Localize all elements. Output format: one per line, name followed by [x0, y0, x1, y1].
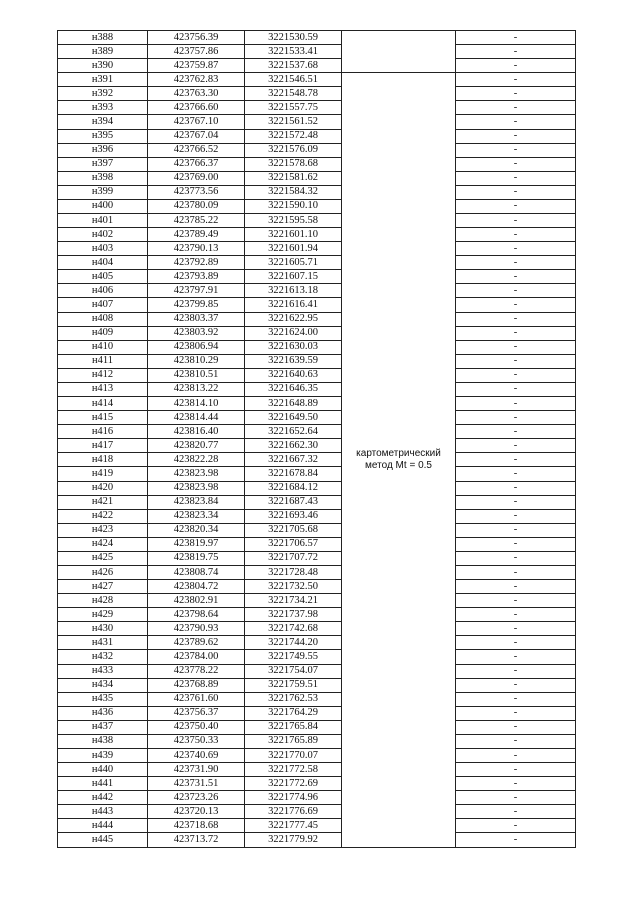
- accuracy-cell: -: [456, 368, 576, 382]
- y-coordinate-cell: 3221705.68: [245, 523, 342, 537]
- x-coordinate-cell: 423750.33: [148, 734, 245, 748]
- point-id-cell: н434: [58, 678, 148, 692]
- x-coordinate-cell: 423761.60: [148, 692, 245, 706]
- y-coordinate-cell: 3221584.32: [245, 185, 342, 199]
- y-coordinate-cell: 3221581.62: [245, 171, 342, 185]
- accuracy-cell: -: [456, 777, 576, 791]
- x-coordinate-cell: 423814.44: [148, 411, 245, 425]
- y-coordinate-cell: 3221533.41: [245, 45, 342, 59]
- point-id-cell: н438: [58, 734, 148, 748]
- point-id-cell: н404: [58, 256, 148, 270]
- x-coordinate-cell: 423819.97: [148, 537, 245, 551]
- point-id-cell: н415: [58, 411, 148, 425]
- table-row: [58, 214, 576, 228]
- point-id-cell: н431: [58, 636, 148, 650]
- x-coordinate-cell: 423766.52: [148, 143, 245, 157]
- point-id-cell: н430: [58, 622, 148, 636]
- accuracy-cell: -: [456, 425, 576, 439]
- x-coordinate-cell: 423757.86: [148, 45, 245, 59]
- table-row: [58, 270, 576, 284]
- x-coordinate-cell: 423740.69: [148, 748, 245, 762]
- table-row: [58, 763, 576, 777]
- accuracy-cell: -: [456, 157, 576, 171]
- point-id-cell: н389: [58, 45, 148, 59]
- y-coordinate-cell: 3221537.68: [245, 59, 342, 73]
- x-coordinate-cell: 423803.92: [148, 326, 245, 340]
- point-id-cell: н401: [58, 214, 148, 228]
- x-coordinate-cell: 423785.22: [148, 214, 245, 228]
- x-coordinate-cell: 423790.93: [148, 622, 245, 636]
- point-id-cell: н441: [58, 777, 148, 791]
- table-row: [58, 101, 576, 115]
- y-coordinate-cell: 3221646.35: [245, 382, 342, 396]
- x-coordinate-cell: 423820.34: [148, 523, 245, 537]
- accuracy-cell: -: [456, 523, 576, 537]
- y-coordinate-cell: 3221578.68: [245, 157, 342, 171]
- table-row: [58, 453, 576, 467]
- y-coordinate-cell: 3221765.84: [245, 720, 342, 734]
- accuracy-cell: -: [456, 143, 576, 157]
- table-row: [58, 425, 576, 439]
- table-row: [58, 481, 576, 495]
- accuracy-cell: -: [456, 59, 576, 73]
- x-coordinate-cell: 423723.26: [148, 791, 245, 805]
- x-coordinate-cell: 423823.84: [148, 495, 245, 509]
- x-coordinate-cell: 423797.91: [148, 284, 245, 298]
- accuracy-cell: -: [456, 650, 576, 664]
- y-coordinate-cell: 3221662.30: [245, 439, 342, 453]
- y-coordinate-cell: 3221742.68: [245, 622, 342, 636]
- y-coordinate-cell: 3221622.95: [245, 312, 342, 326]
- x-coordinate-cell: 423793.89: [148, 270, 245, 284]
- point-id-cell: н424: [58, 537, 148, 551]
- y-coordinate-cell: 3221546.51: [245, 73, 342, 87]
- x-coordinate-cell: 423823.34: [148, 509, 245, 523]
- accuracy-cell: -: [456, 734, 576, 748]
- point-id-cell: н419: [58, 467, 148, 481]
- accuracy-cell: -: [456, 185, 576, 199]
- point-id-cell: н432: [58, 650, 148, 664]
- table-row: [58, 692, 576, 706]
- y-coordinate-cell: 3221764.29: [245, 706, 342, 720]
- point-id-cell: н394: [58, 115, 148, 129]
- accuracy-cell: -: [456, 467, 576, 481]
- point-id-cell: н407: [58, 298, 148, 312]
- point-id-cell: н402: [58, 228, 148, 242]
- x-coordinate-cell: 423766.60: [148, 101, 245, 115]
- table-row: [58, 397, 576, 411]
- accuracy-cell: -: [456, 565, 576, 579]
- x-coordinate-cell: 423773.56: [148, 185, 245, 199]
- table-row: [58, 298, 576, 312]
- x-coordinate-cell: 423784.00: [148, 650, 245, 664]
- table-row: [58, 242, 576, 256]
- table-row: [58, 650, 576, 664]
- x-coordinate-cell: 423767.04: [148, 129, 245, 143]
- table-row: [58, 115, 576, 129]
- x-coordinate-cell: 423808.74: [148, 565, 245, 579]
- accuracy-cell: -: [456, 31, 576, 45]
- point-id-cell: н414: [58, 397, 148, 411]
- x-coordinate-cell: 423790.13: [148, 242, 245, 256]
- accuracy-cell: -: [456, 228, 576, 242]
- table-row: [58, 791, 576, 805]
- table-row: [58, 706, 576, 720]
- accuracy-cell: -: [456, 495, 576, 509]
- table-row: [58, 594, 576, 608]
- point-id-cell: н420: [58, 481, 148, 495]
- table-row: [58, 777, 576, 791]
- y-coordinate-cell: 3221762.53: [245, 692, 342, 706]
- point-id-cell: н427: [58, 580, 148, 594]
- accuracy-cell: -: [456, 551, 576, 565]
- accuracy-cell: -: [456, 129, 576, 143]
- y-coordinate-cell: 3221601.94: [245, 242, 342, 256]
- x-coordinate-cell: 423768.89: [148, 678, 245, 692]
- point-id-cell: н436: [58, 706, 148, 720]
- accuracy-cell: -: [456, 720, 576, 734]
- y-coordinate-cell: 3221630.03: [245, 340, 342, 354]
- table-row: [58, 678, 576, 692]
- point-id-cell: н400: [58, 199, 148, 213]
- y-coordinate-cell: 3221530.59: [245, 31, 342, 45]
- accuracy-cell: -: [456, 298, 576, 312]
- table-row: [58, 608, 576, 622]
- y-coordinate-cell: 3221624.00: [245, 326, 342, 340]
- x-coordinate-cell: 423814.10: [148, 397, 245, 411]
- y-coordinate-cell: 3221652.64: [245, 425, 342, 439]
- x-coordinate-cell: 423789.49: [148, 228, 245, 242]
- coordinates-table-wrapper: [57, 30, 575, 848]
- table-row: [58, 565, 576, 579]
- table-row: [58, 805, 576, 819]
- point-id-cell: н395: [58, 129, 148, 143]
- x-coordinate-cell: 423803.37: [148, 312, 245, 326]
- x-coordinate-cell: 423767.10: [148, 115, 245, 129]
- x-coordinate-cell: 423769.00: [148, 171, 245, 185]
- table-row: [58, 748, 576, 762]
- y-coordinate-cell: 3221774.96: [245, 791, 342, 805]
- x-coordinate-cell: 423789.62: [148, 636, 245, 650]
- x-coordinate-cell: 423762.83: [148, 73, 245, 87]
- accuracy-cell: -: [456, 509, 576, 523]
- accuracy-cell: -: [456, 636, 576, 650]
- point-id-cell: н426: [58, 565, 148, 579]
- y-coordinate-cell: 3221779.92: [245, 833, 342, 847]
- y-coordinate-cell: 3221595.58: [245, 214, 342, 228]
- x-coordinate-cell: 423823.98: [148, 467, 245, 481]
- point-id-cell: н445: [58, 833, 148, 847]
- point-id-cell: н437: [58, 720, 148, 734]
- accuracy-cell: -: [456, 580, 576, 594]
- y-coordinate-cell: 3221678.84: [245, 467, 342, 481]
- accuracy-cell: -: [456, 805, 576, 819]
- y-coordinate-cell: 3221607.15: [245, 270, 342, 284]
- point-id-cell: н409: [58, 326, 148, 340]
- table-row: [58, 143, 576, 157]
- x-coordinate-cell: 423750.40: [148, 720, 245, 734]
- x-coordinate-cell: 423759.87: [148, 59, 245, 73]
- y-coordinate-cell: 3221770.07: [245, 748, 342, 762]
- y-coordinate-cell: 3221613.18: [245, 284, 342, 298]
- table-row: [58, 45, 576, 59]
- accuracy-cell: -: [456, 594, 576, 608]
- point-id-cell: н388: [58, 31, 148, 45]
- x-coordinate-cell: 423823.98: [148, 481, 245, 495]
- accuracy-cell: -: [456, 242, 576, 256]
- point-id-cell: н408: [58, 312, 148, 326]
- table-row: [58, 523, 576, 537]
- point-id-cell: н435: [58, 692, 148, 706]
- point-id-cell: н390: [58, 59, 148, 73]
- y-coordinate-cell: 3221744.20: [245, 636, 342, 650]
- table-row: [58, 31, 576, 45]
- x-coordinate-cell: 423718.68: [148, 819, 245, 833]
- y-coordinate-cell: 3221759.51: [245, 678, 342, 692]
- table-row: [58, 495, 576, 509]
- accuracy-cell: -: [456, 326, 576, 340]
- accuracy-cell: -: [456, 678, 576, 692]
- accuracy-cell: -: [456, 312, 576, 326]
- accuracy-cell: -: [456, 270, 576, 284]
- point-id-cell: н439: [58, 748, 148, 762]
- point-id-cell: н421: [58, 495, 148, 509]
- point-id-cell: н428: [58, 594, 148, 608]
- y-coordinate-cell: 3221772.69: [245, 777, 342, 791]
- point-id-cell: н411: [58, 354, 148, 368]
- x-coordinate-cell: 423756.39: [148, 31, 245, 45]
- table-row: [58, 171, 576, 185]
- point-id-cell: н391: [58, 73, 148, 87]
- accuracy-cell: -: [456, 453, 576, 467]
- point-id-cell: н397: [58, 157, 148, 171]
- table-row: [58, 382, 576, 396]
- y-coordinate-cell: 3221557.75: [245, 101, 342, 115]
- accuracy-cell: -: [456, 819, 576, 833]
- accuracy-cell: -: [456, 256, 576, 270]
- table-row: [58, 509, 576, 523]
- point-id-cell: н410: [58, 340, 148, 354]
- x-coordinate-cell: 423816.40: [148, 425, 245, 439]
- y-coordinate-cell: 3221749.55: [245, 650, 342, 664]
- accuracy-cell: -: [456, 748, 576, 762]
- x-coordinate-cell: 423804.72: [148, 580, 245, 594]
- x-coordinate-cell: 423778.22: [148, 664, 245, 678]
- x-coordinate-cell: 423780.09: [148, 199, 245, 213]
- y-coordinate-cell: 3221765.89: [245, 734, 342, 748]
- accuracy-cell: -: [456, 45, 576, 59]
- point-id-cell: н425: [58, 551, 148, 565]
- y-coordinate-cell: 3221548.78: [245, 87, 342, 101]
- point-id-cell: н412: [58, 368, 148, 382]
- coordinates-table: [57, 30, 576, 848]
- accuracy-cell: -: [456, 171, 576, 185]
- accuracy-cell: -: [456, 692, 576, 706]
- table-row: [58, 312, 576, 326]
- accuracy-cell: -: [456, 608, 576, 622]
- y-coordinate-cell: 3221706.57: [245, 537, 342, 551]
- table-row: [58, 368, 576, 382]
- accuracy-cell: -: [456, 87, 576, 101]
- table-row: [58, 580, 576, 594]
- point-id-cell: н423: [58, 523, 148, 537]
- y-coordinate-cell: 3221754.07: [245, 664, 342, 678]
- accuracy-cell: -: [456, 284, 576, 298]
- accuracy-cell: -: [456, 791, 576, 805]
- point-id-cell: н418: [58, 453, 148, 467]
- accuracy-cell: -: [456, 199, 576, 213]
- accuracy-cell: -: [456, 481, 576, 495]
- y-coordinate-cell: 3221639.59: [245, 354, 342, 368]
- x-coordinate-cell: 423763.30: [148, 87, 245, 101]
- point-id-cell: н413: [58, 382, 148, 396]
- y-coordinate-cell: 3221590.10: [245, 199, 342, 213]
- point-id-cell: н399: [58, 185, 148, 199]
- y-coordinate-cell: 3221777.45: [245, 819, 342, 833]
- x-coordinate-cell: 423822.28: [148, 453, 245, 467]
- y-coordinate-cell: 3221572.48: [245, 129, 342, 143]
- y-coordinate-cell: 3221772.58: [245, 763, 342, 777]
- table-row: [58, 256, 576, 270]
- table-row: [58, 819, 576, 833]
- table-row: [58, 199, 576, 213]
- x-coordinate-cell: 423810.51: [148, 368, 245, 382]
- point-id-cell: н443: [58, 805, 148, 819]
- point-id-cell: н398: [58, 171, 148, 185]
- accuracy-cell: -: [456, 101, 576, 115]
- point-id-cell: н393: [58, 101, 148, 115]
- point-id-cell: н433: [58, 664, 148, 678]
- accuracy-cell: -: [456, 537, 576, 551]
- point-id-cell: н444: [58, 819, 148, 833]
- table-row: [58, 734, 576, 748]
- y-coordinate-cell: 3221737.98: [245, 608, 342, 622]
- table-row: [58, 340, 576, 354]
- accuracy-cell: -: [456, 115, 576, 129]
- x-coordinate-cell: 423766.37: [148, 157, 245, 171]
- x-coordinate-cell: 423720.13: [148, 805, 245, 819]
- accuracy-cell: -: [456, 833, 576, 847]
- table-row: [58, 284, 576, 298]
- y-coordinate-cell: 3221640.63: [245, 368, 342, 382]
- x-coordinate-cell: 423810.29: [148, 354, 245, 368]
- y-coordinate-cell: 3221561.52: [245, 115, 342, 129]
- accuracy-cell: -: [456, 411, 576, 425]
- accuracy-cell: -: [456, 763, 576, 777]
- table-row: [58, 636, 576, 650]
- y-coordinate-cell: 3221667.32: [245, 453, 342, 467]
- y-coordinate-cell: 3221616.41: [245, 298, 342, 312]
- table-row: [58, 467, 576, 481]
- accuracy-cell: -: [456, 73, 576, 87]
- point-id-cell: н417: [58, 439, 148, 453]
- method-cell-empty: [342, 31, 456, 73]
- x-coordinate-cell: 423802.91: [148, 594, 245, 608]
- point-id-cell: н392: [58, 87, 148, 101]
- table-row: [58, 411, 576, 425]
- point-id-cell: н396: [58, 143, 148, 157]
- accuracy-cell: -: [456, 439, 576, 453]
- x-coordinate-cell: 423756.37: [148, 706, 245, 720]
- x-coordinate-cell: 423731.51: [148, 777, 245, 791]
- y-coordinate-cell: 3221576.09: [245, 143, 342, 157]
- table-row: [58, 664, 576, 678]
- x-coordinate-cell: 423731.90: [148, 763, 245, 777]
- point-id-cell: н406: [58, 284, 148, 298]
- table-row: [58, 228, 576, 242]
- table-row: [58, 59, 576, 73]
- table-row: [58, 354, 576, 368]
- y-coordinate-cell: 3221684.12: [245, 481, 342, 495]
- y-coordinate-cell: 3221776.69: [245, 805, 342, 819]
- point-id-cell: н442: [58, 791, 148, 805]
- table-row: [58, 622, 576, 636]
- table-row: [58, 720, 576, 734]
- table-row: [58, 439, 576, 453]
- y-coordinate-cell: 3221732.50: [245, 580, 342, 594]
- point-id-cell: н429: [58, 608, 148, 622]
- accuracy-cell: -: [456, 382, 576, 396]
- accuracy-cell: -: [456, 397, 576, 411]
- table-row: [58, 185, 576, 199]
- point-id-cell: н416: [58, 425, 148, 439]
- table-row: [58, 551, 576, 565]
- table-row: [58, 87, 576, 101]
- table-row: [58, 833, 576, 847]
- point-id-cell: н422: [58, 509, 148, 523]
- table-row: [58, 157, 576, 171]
- point-id-cell: н403: [58, 242, 148, 256]
- y-coordinate-cell: 3221687.43: [245, 495, 342, 509]
- y-coordinate-cell: 3221601.10: [245, 228, 342, 242]
- accuracy-cell: -: [456, 340, 576, 354]
- table-row: [58, 326, 576, 340]
- y-coordinate-cell: 3221734.21: [245, 594, 342, 608]
- accuracy-cell: -: [456, 706, 576, 720]
- y-coordinate-cell: 3221648.89: [245, 397, 342, 411]
- x-coordinate-cell: 423798.64: [148, 608, 245, 622]
- x-coordinate-cell: 423713.72: [148, 833, 245, 847]
- x-coordinate-cell: 423806.94: [148, 340, 245, 354]
- coordinates-table-body: [58, 31, 576, 848]
- y-coordinate-cell: 3221649.50: [245, 411, 342, 425]
- x-coordinate-cell: 423820.77: [148, 439, 245, 453]
- y-coordinate-cell: 3221605.71: [245, 256, 342, 270]
- table-row: [58, 129, 576, 143]
- y-coordinate-cell: 3221728.48: [245, 565, 342, 579]
- x-coordinate-cell: 423813.22: [148, 382, 245, 396]
- x-coordinate-cell: 423799.85: [148, 298, 245, 312]
- point-id-cell: н405: [58, 270, 148, 284]
- accuracy-cell: -: [456, 664, 576, 678]
- x-coordinate-cell: 423792.89: [148, 256, 245, 270]
- accuracy-cell: -: [456, 354, 576, 368]
- point-id-cell: н440: [58, 763, 148, 777]
- table-row: [58, 73, 576, 87]
- method-cell: картометрический метод Mt = 0.5: [342, 73, 456, 847]
- accuracy-cell: -: [456, 622, 576, 636]
- table-row: [58, 537, 576, 551]
- accuracy-cell: -: [456, 214, 576, 228]
- x-coordinate-cell: 423819.75: [148, 551, 245, 565]
- y-coordinate-cell: 3221707.72: [245, 551, 342, 565]
- y-coordinate-cell: 3221693.46: [245, 509, 342, 523]
